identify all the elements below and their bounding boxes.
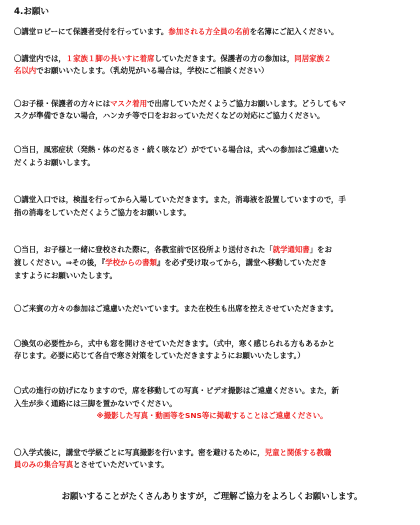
request-item (14, 194, 410, 219)
highlighted-text: マスク着用 (110, 98, 148, 108)
body-text: 〇講堂内では， (14, 53, 66, 63)
request-line (14, 338, 410, 351)
body-text: で出席していただくようご協力お願いします。どうしてもマ (147, 98, 347, 108)
highlighted-text: 参加される方全員の名前 (168, 27, 250, 36)
request-line (14, 194, 410, 207)
body-text: だくようお願いします。 (14, 157, 95, 167)
body-text: 〇お子様・保護者の方々には (14, 98, 111, 108)
request-item (14, 26, 410, 39)
body-text: 〇講堂入口では，検温を行ってから入場していただきます。また，消毒液を設置していますので，手 (14, 195, 346, 205)
spacer (14, 123, 410, 144)
request-line (14, 257, 410, 270)
body-text: 指の消毒をしていただくようご協力をお願いします。 (14, 207, 191, 217)
highlighted-text: 同居家族２ (294, 53, 332, 63)
highlighted-text: 員のみの集合写真 (14, 460, 74, 470)
request-line (14, 65, 410, 78)
request-item (14, 144, 410, 169)
body-text: 〇当日，お子様と一緒に登校された際に，各教室前で区役所より送付された「 (14, 245, 273, 255)
spacer (14, 423, 410, 447)
request-line (14, 385, 410, 398)
request-line (14, 110, 410, 123)
body-text: 〇ご来賓の方々の参加はご遠慮いただいています。また在校生も出席を控えさせていただきます。 (14, 304, 339, 314)
body-text: を名簿にご記入ください。 (249, 27, 339, 36)
request-line (14, 410, 410, 423)
request-line (14, 26, 410, 39)
request-list (14, 26, 410, 472)
request-item (14, 53, 410, 78)
spacer (14, 316, 410, 338)
request-line (14, 144, 410, 157)
section-heading: 4.お願い (14, 7, 50, 17)
request-line (14, 98, 410, 111)
request-line (14, 244, 410, 257)
request-item (14, 447, 410, 472)
highlighted-text: 名以内 (14, 66, 37, 76)
request-line (14, 350, 410, 363)
body-text: スクが準備できない場合，ハンカチ等で口をおおっていただくなどの対応にご協力ください。 (14, 111, 325, 121)
request-item (14, 244, 410, 282)
body-text: 〇当日，風邪症状（発熱・体のだるさ・続く咳など）がでている場合は，式への参加はご遠慮いた (14, 144, 340, 154)
highlighted-text: 就学通知書 (272, 245, 310, 255)
request-line (14, 303, 410, 316)
body-text: 存じます。必要に応じて各自で寒さ対策をしていただきますようにお願いいたします。） (14, 351, 305, 361)
body-text: 」をお (309, 245, 332, 255)
highlighted-text: １家族１脚の長いすに着席 (65, 53, 155, 63)
body-text: 〇入学式後に，講堂で学級ごとに写真撮影を行います。密を避けるために， (14, 447, 265, 457)
highlighted-text: ※撮影した写真・動画等をSNS等に掲載することはご遠慮ください。 (96, 411, 328, 421)
request-line (14, 270, 410, 283)
highlighted-text: 児童と関係する教職 (264, 447, 332, 457)
request-item (14, 98, 410, 123)
request-line (14, 398, 410, 411)
spacer (14, 282, 410, 303)
request-line (14, 459, 410, 472)
request-item (14, 385, 410, 423)
body-text: 入生が歩く通路には三脚を置かないでください。 (14, 398, 177, 408)
body-text: 〇換気の必要性から，式中も窓を開けさせていただきます。（式中，寒く感じられる方もあるかと (14, 338, 335, 348)
request-line (14, 447, 410, 460)
request-item (14, 303, 410, 316)
request-line (14, 53, 410, 66)
request-item (14, 338, 410, 363)
body-text: 〇式の進行の妨げになりますので，席を移動しての写真・ビデオ撮影はご遠慮ください。また，新 (14, 385, 339, 395)
spacer (14, 78, 410, 98)
request-line (14, 157, 410, 170)
body-text: ますようにお願いいたします。 (14, 270, 117, 280)
highlighted-text: 学校からの書類 (105, 257, 157, 267)
body-text: 渡しください。⇒その後，『 (14, 257, 106, 267)
body-text: とさせていただいています。 (73, 460, 169, 470)
body-text: でお願いいたします。（乳幼児がいる場合は，学校にご相談ください） (36, 66, 269, 76)
request-line (14, 207, 410, 220)
body-text: していただきます。保護者の方の参加は， (154, 53, 295, 63)
body-text: 』を必ず受け取ってから，講堂へ移動していただき (156, 257, 327, 267)
closing-message: お願いすることがたくさんありますが，ご理解ご協力をよろしくお願いします。 (61, 490, 363, 501)
spacer (14, 363, 410, 385)
spacer (14, 169, 410, 194)
body-text: 〇講堂ロビーにて保護者受付を行っています。 (14, 27, 169, 36)
spacer (14, 39, 410, 53)
spacer (14, 219, 410, 244)
